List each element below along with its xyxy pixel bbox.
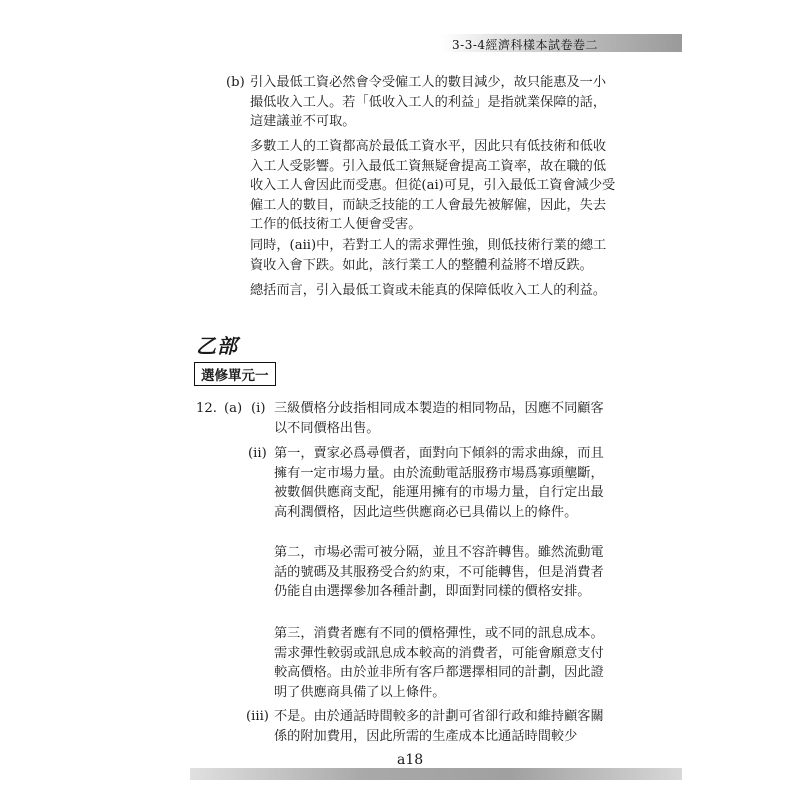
part-b-paragraph-2: 多數工人的工資都高於最低工資水平，因此只有低技術和低收入工人受影響。引入最低工資無疑會提高工資率，故在職的低收入工人會因此而受惠。但從(ai)可見，引入最低工資會減少受僱工人的數目，而缺乏技能的工人會最先被解僱，因此，失去工作的低技術工人便會受害。 [250,139,616,232]
sub-iii-text: 不是。由於通話時間較多的計劃可省卻行政和維持顧客關係的附加費用，因此所需的生產成本比通話時間較少 [274,709,604,744]
sub-iii-label: (iii) [246,709,269,724]
sub-ii-paragraph-1: 第一，賣家必爲尋價者，面對向下傾斜的需求曲線，而且擁有一定市場力量。由於流動電話服務市場爲寡頭壟斷，被數個供應商支配，能運用擁有的市場力量，自行定出最高利潤價格，因此這些供應商必已具備以上的條件。 [274,446,604,520]
sub-ii-paragraph-3: 第三，消費者應有不同的價格彈性，或不同的訊息成本。需求彈性較弱或訊息成本較高的消費者，可能會願意支付較高價格。由於並非所有客戶都選擇相同的計劃，因此證明了供應商具備了以上條件。 [274,626,604,700]
sub-i-label: (i) [251,401,266,416]
part-b-label: (b) [226,75,245,90]
elective-unit-box: 選修單元一 [194,362,276,386]
part-b-paragraph-3: 同時，(aii)中，若對工人的需求彈性強，則低技術行業的總工資收入會下跌。如此，該行業工人的整體利益將不增反跌。 [250,238,607,273]
question-part-a: (a) [224,401,243,416]
sub-i-text: 三級價格分歧指相同成本製造的相同物品，因應不同顧客以不同價格出售。 [274,401,604,436]
header-title: 3-3-4經濟科樣本試卷卷二 [452,38,599,52]
part-b-paragraph-4: 總括而言，引入最低工資或未能真的保障低收入工人的利益。 [250,283,607,298]
section-title: 乙部 [196,334,238,358]
question-number: 12. [196,401,217,416]
page-number: a18 [397,752,424,768]
sub-ii-label: (ii) [248,446,267,461]
sub-ii-paragraph-2: 第二，市場必需可被分隔，並且不容許轉售。雖然流動電話的號碼及其服務受合約約束，不可能轉售，但是消費者仍能自由選擇參加各種計劃，即面對同樣的價格安排。 [274,545,604,599]
part-b-paragraph-1: 引入最低工資必然會令受僱工人的數目減少，故只能惠及一小撮低收入工人。若「低收入工人的利益」是指就業保障的話，這建議並不可取。 [250,75,607,129]
footer-bar [190,768,682,780]
